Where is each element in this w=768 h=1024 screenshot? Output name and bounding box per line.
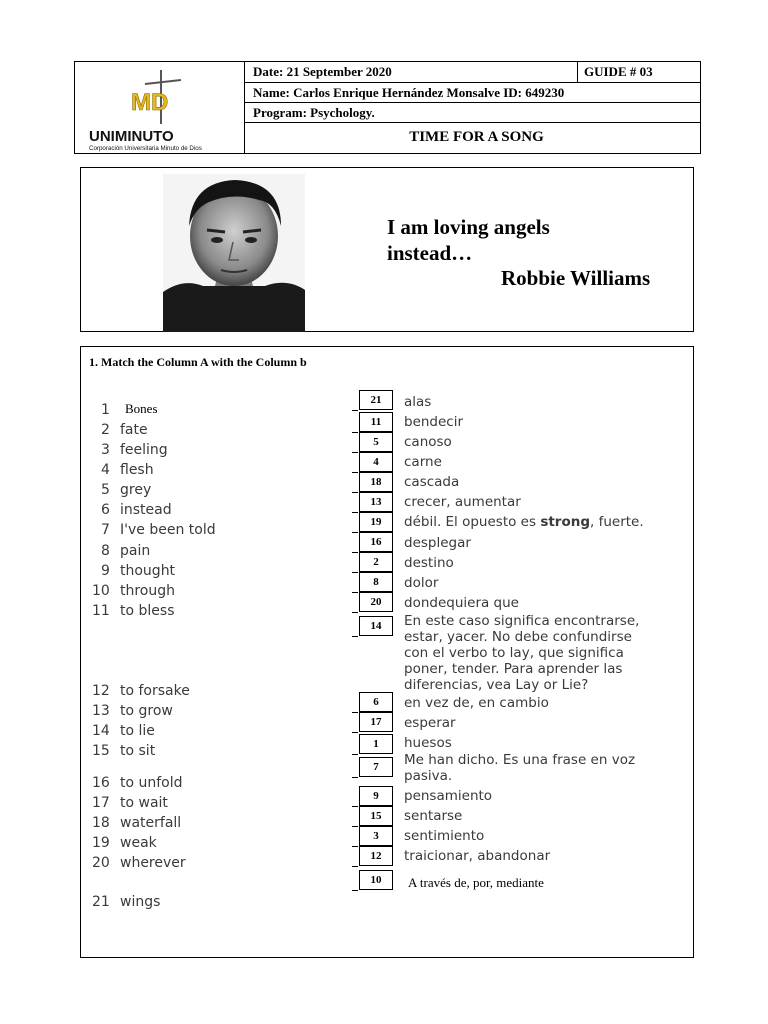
answer-underline [352, 636, 358, 637]
answer-box[interactable]: 20 [359, 592, 393, 612]
column-b-meaning [404, 715, 456, 731]
meaning-line: En este caso significa encontrarse, [404, 613, 640, 629]
column-a-number: 19 [92, 835, 110, 851]
column-a-word: Bones [125, 401, 158, 416]
answer-underline [352, 846, 358, 847]
column-a-number: 2 [101, 422, 110, 438]
meaning-line: desplegar [404, 535, 471, 551]
meaning-line: sentarse [404, 808, 463, 824]
column-a-number: 6 [101, 502, 110, 518]
column-b-meaning [404, 595, 519, 611]
column-a-word: to wait [120, 795, 168, 811]
guide-text: GUIDE # 03 [584, 64, 653, 79]
column-b-meaning [404, 752, 635, 784]
column-a-number: 10 [92, 583, 110, 599]
column-a-word: flesh [120, 462, 154, 478]
artist-name: Robbie Williams [501, 266, 651, 290]
worksheet-title: TIME FOR A SONG [409, 129, 544, 145]
answer-underline [352, 732, 358, 733]
column-a-number: 15 [92, 743, 110, 759]
meaning-line: bendecir [404, 414, 464, 430]
date-text: Date: 21 September 2020 [253, 64, 392, 79]
column-a-word: wings [120, 894, 161, 910]
answer-box[interactable]: 2 [359, 552, 393, 572]
column-a-word: instead [120, 502, 172, 518]
answer-box[interactable]: 4 [359, 452, 393, 472]
column-a-word: thought [120, 563, 176, 579]
answer-box[interactable]: 8 [359, 572, 393, 592]
column-a-number: 16 [92, 775, 110, 791]
logo-brand: UNIMINUTO [89, 128, 174, 145]
meaning-line: débil. El opuesto es strong, fuerte. [404, 514, 644, 530]
column-a-number: 9 [101, 563, 110, 579]
answer-box[interactable]: 10 [359, 870, 393, 890]
date-row [245, 62, 700, 83]
answer-underline [352, 410, 358, 411]
answer-underline [352, 432, 358, 433]
meaning-line: dondequiera que [404, 595, 519, 611]
column-b-meaning [404, 808, 462, 824]
meaning-line: sentimiento [404, 828, 485, 844]
answer-box[interactable]: 1 [359, 734, 393, 754]
column-a-word: I've been told [120, 522, 216, 538]
column-b-meaning [404, 555, 454, 571]
answer-underline [352, 572, 358, 573]
answer-box[interactable]: 16 [359, 532, 393, 552]
column-a-word: wherever [120, 855, 186, 871]
column-b-meaning [404, 454, 442, 470]
meaning-line: dolor [404, 575, 439, 591]
answer-underline [352, 754, 358, 755]
column-a-word: to forsake [120, 683, 190, 699]
meaning-line: esperar [404, 715, 456, 731]
column-b-meaning [404, 613, 639, 693]
answer-underline [352, 777, 358, 778]
meaning-line: cascada [404, 474, 460, 490]
header-table [74, 61, 701, 154]
answer-underline [352, 712, 358, 713]
answer-underline [352, 552, 358, 553]
column-a-number: 18 [92, 815, 110, 831]
column-b-meaning [404, 848, 550, 864]
answer-box[interactable]: 5 [359, 432, 393, 452]
answer-underline [352, 826, 358, 827]
artist-photo [163, 174, 305, 332]
answer-box[interactable]: 21 [359, 390, 393, 410]
column-b-meaning [404, 788, 492, 804]
meaning-line: carne [404, 454, 442, 470]
answer-underline [352, 866, 358, 867]
meaning-line: huesos [404, 735, 452, 751]
column-b-meaning [404, 474, 459, 490]
logo-subtitle: Corporación Universitaria Minuto de Dios [89, 145, 202, 152]
column-a-word: to sit [120, 743, 156, 759]
column-a-number: 11 [92, 603, 110, 619]
program-text: Program: Psychology. [253, 105, 375, 120]
name-row [245, 83, 700, 103]
bold-word: strong [540, 514, 591, 530]
meaning-line: destino [404, 555, 454, 571]
column-a-number: 8 [101, 543, 110, 559]
column-a-word: to lie [120, 723, 155, 739]
column-a-number: 12 [92, 683, 110, 699]
column-a-word: fate [120, 422, 148, 438]
column-a-word: grey [120, 482, 152, 498]
answer-underline [352, 592, 358, 593]
meaning-line: canoso [404, 434, 452, 450]
column-a-number: 7 [101, 522, 110, 538]
meaning-line: diferencias, vea Lay or Lie? [404, 677, 589, 693]
column-a-word: weak [120, 835, 157, 851]
column-b-meaning [404, 434, 452, 450]
column-b-meaning [404, 695, 549, 711]
meaning-line: A través de, por, mediante [408, 875, 544, 890]
logo-mark: MD [131, 89, 169, 116]
song-quote [387, 214, 550, 266]
column-b-meaning [404, 735, 452, 751]
answer-box[interactable]: 11 [359, 412, 393, 432]
answer-box[interactable]: 7 [359, 757, 393, 777]
meaning-line: con el verbo to lay, que significa [404, 645, 624, 661]
column-a-number: 17 [92, 795, 110, 811]
exercise-instruction: 1. Match the Column A with the Column b [89, 355, 307, 369]
meaning-line: Me han dicho. Es una frase en voz [404, 752, 636, 768]
column-a-word: waterfall [120, 815, 182, 831]
answer-underline [352, 532, 358, 533]
column-b-meaning [404, 494, 521, 510]
logo-cell [75, 62, 245, 153]
column-b-meaning [404, 514, 644, 530]
meaning-line: estar, yacer. No debe confundirse [404, 629, 632, 645]
title-row [245, 123, 700, 153]
answer-box[interactable]: 12 [359, 846, 393, 866]
meaning-line: pensamiento [404, 788, 493, 804]
column-a-number: 4 [101, 462, 110, 478]
column-a-number: 14 [92, 723, 110, 739]
column-b-meaning [404, 394, 431, 410]
column-b-meaning [404, 414, 463, 430]
meaning-line: poner, tender. Para aprender las [404, 661, 623, 677]
answer-box[interactable]: 19 [359, 512, 393, 532]
answer-underline [352, 512, 358, 513]
guide-cell [577, 62, 700, 82]
column-a-number: 3 [101, 442, 110, 458]
column-a-word: to unfold [120, 775, 183, 791]
name-text: Name: Carlos Enrique Hernández Monsalve ID: 649230 [253, 85, 565, 100]
column-b-meaning [404, 575, 438, 591]
answer-underline [352, 612, 358, 613]
column-a-word: pain [120, 543, 151, 559]
column-a-number: 21 [92, 894, 110, 910]
answer-underline [352, 890, 358, 891]
answer-underline [352, 492, 358, 493]
column-a-word: feeling [120, 442, 168, 458]
answer-box[interactable]: 13 [359, 492, 393, 512]
uniminuto-logo [83, 66, 239, 152]
answer-box[interactable]: 6 [359, 692, 393, 712]
meaning-line: en vez de, en cambio [404, 695, 549, 711]
meaning-line: alas [404, 394, 432, 410]
column-b-meaning [404, 535, 471, 551]
answer-box[interactable]: 18 [359, 472, 393, 492]
meaning-line: traicionar, abandonar [404, 848, 551, 864]
answer-box[interactable]: 15 [359, 806, 393, 826]
answer-box[interactable]: 17 [359, 712, 393, 732]
column-b-meaning [408, 875, 544, 891]
column-a-number: 1 [101, 402, 110, 418]
answer-underline [352, 452, 358, 453]
answer-box[interactable]: 14 [359, 616, 393, 636]
column-a-number: 20 [92, 855, 110, 871]
column-a-word: to bless [120, 603, 175, 619]
answer-box[interactable]: 3 [359, 826, 393, 846]
column-a-word: to grow [120, 703, 173, 719]
meaning-line: crecer, aumentar [404, 494, 521, 510]
program-row [245, 103, 700, 123]
quote-line-1: I am loving angels [387, 215, 550, 239]
column-b-meaning [404, 828, 484, 844]
column-a-number: 13 [92, 703, 110, 719]
song-banner [80, 167, 694, 332]
quote-line-2: instead… [387, 241, 473, 265]
answer-underline [352, 472, 358, 473]
column-a-word: through [120, 583, 176, 599]
answer-box[interactable]: 9 [359, 786, 393, 806]
column-a-number: 5 [101, 482, 110, 498]
answer-underline [352, 806, 358, 807]
meaning-line: pasiva. [404, 768, 453, 784]
